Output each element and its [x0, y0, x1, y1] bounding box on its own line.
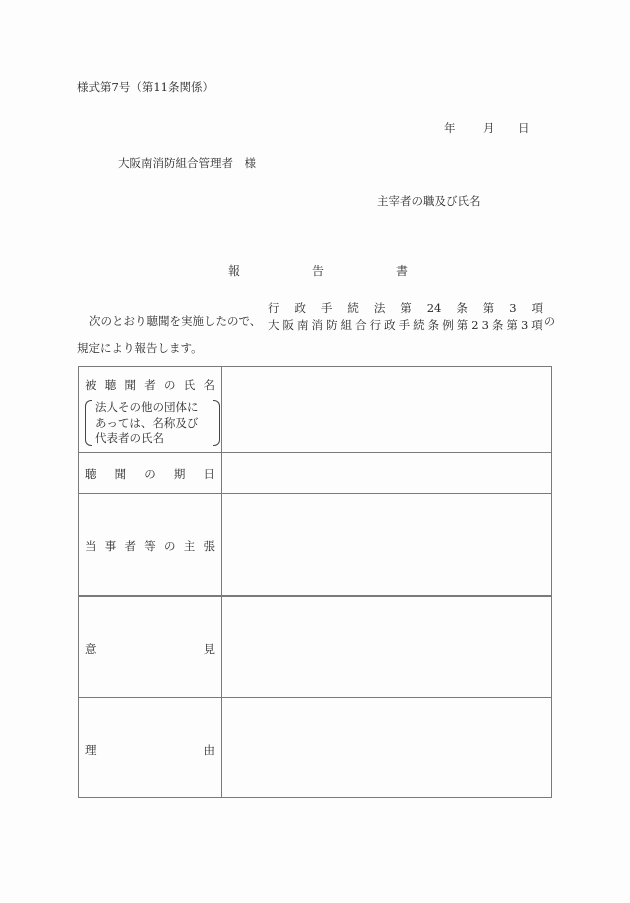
reference-char: 条 — [427, 318, 440, 332]
reference-char: 第 — [506, 318, 518, 332]
label-char: の — [164, 378, 176, 392]
date-year-field[interactable]: 年 — [444, 121, 456, 135]
legal-reference-block — [268, 300, 543, 334]
reference-char: 阪 — [282, 318, 295, 332]
reason-field[interactable] — [222, 698, 551, 797]
label-char: の — [144, 467, 156, 481]
opinion-field[interactable] — [222, 597, 551, 697]
reference-char: 続 — [347, 301, 359, 315]
reference-char: 行 — [268, 301, 280, 315]
reference-char: 3 — [481, 318, 489, 332]
party-claims-field[interactable] — [222, 494, 551, 595]
label-char: 事 — [104, 539, 117, 553]
label-cell — [79, 453, 222, 493]
table-row-respondent-name — [79, 367, 551, 453]
reference-char: 手 — [398, 318, 411, 332]
reference-char: 項 — [531, 318, 543, 332]
label-cell — [79, 698, 222, 797]
note-line: あっては、名称及び — [95, 415, 199, 430]
reference-char: 法 — [373, 301, 386, 315]
respondent-name-field[interactable] — [222, 367, 551, 452]
reference-char: 合 — [355, 318, 367, 332]
reporter-label: 主宰者の職及び氏名 — [377, 194, 481, 208]
title-char: 報 — [228, 264, 241, 278]
note-line: 法人その他の団体に — [95, 400, 199, 414]
reference-char: 3 — [520, 318, 529, 332]
reference-char: 第 — [456, 318, 469, 332]
reference-char: 消 — [311, 318, 324, 332]
reference-char: 2 — [471, 318, 479, 332]
label-cell — [79, 597, 222, 697]
label-cell — [79, 367, 222, 452]
reference-char: 防 — [326, 318, 338, 332]
label-char: 聴 — [85, 467, 97, 481]
body-text-prefix: 次のとおり聴聞を実施したので、 — [89, 314, 262, 328]
label-char: の — [164, 539, 176, 553]
table-row-reason — [79, 698, 551, 797]
table-row-party-claims — [79, 494, 551, 597]
reference-ordinance — [268, 317, 543, 334]
note-line: 代表者の氏名 — [95, 431, 164, 445]
label-char: 日 — [203, 467, 215, 481]
hearing-date-field[interactable] — [222, 453, 551, 493]
reference-char: 大 — [268, 318, 280, 332]
label-char: 者 — [124, 539, 136, 553]
report-table — [78, 366, 552, 798]
date-line — [444, 120, 530, 136]
reference-char: 第 — [400, 301, 412, 315]
label-char: 理 — [85, 743, 97, 757]
label-respondent-name — [85, 377, 215, 393]
label-char: 被 — [85, 378, 97, 392]
table-row-opinion — [79, 597, 551, 698]
label-char: 当 — [85, 539, 97, 553]
label-char: 聴 — [104, 378, 117, 392]
table-row-hearing-date — [79, 453, 551, 494]
date-month-field[interactable]: 月 — [483, 121, 495, 135]
form-number: 様式第7号（第11条関係） — [77, 80, 214, 94]
label-char: 意 — [85, 642, 97, 656]
label-char: 張 — [203, 539, 215, 553]
label-char: 由 — [203, 743, 215, 757]
title-char: 書 — [395, 264, 408, 278]
date-day-field[interactable]: 日 — [518, 121, 530, 135]
label-party-claims — [85, 538, 215, 554]
reference-char: 条 — [456, 301, 468, 315]
reference-char: 政 — [384, 318, 396, 332]
reference-char: 24 — [426, 301, 442, 315]
reference-char: 3 — [509, 301, 517, 315]
document-title — [228, 262, 408, 279]
label-char: 主 — [183, 539, 196, 553]
title-char: 告 — [311, 264, 324, 278]
label-opinion — [85, 641, 215, 657]
label-char: 見 — [203, 642, 215, 656]
reference-char: 項 — [531, 301, 543, 315]
respondent-note — [85, 400, 220, 446]
addressee: 大阪南消防組合管理者 様 — [118, 156, 256, 170]
label-char: 聞 — [124, 378, 136, 392]
reference-char: 条 — [491, 318, 504, 332]
reference-char: 政 — [294, 301, 306, 315]
label-char: 聞 — [114, 467, 127, 481]
reference-char: 行 — [369, 318, 382, 332]
reference-char: 例 — [442, 318, 454, 332]
label-char: 者 — [144, 378, 156, 392]
reference-char: 組 — [340, 318, 353, 332]
reference-act — [268, 300, 543, 317]
reference-char: 第 — [482, 301, 495, 315]
label-char: 期 — [173, 467, 186, 481]
reference-char: 南 — [297, 318, 309, 332]
body-text-suffix: の — [544, 315, 555, 328]
label-char: 等 — [144, 539, 156, 553]
label-char: 名 — [203, 378, 215, 392]
reference-char: 手 — [320, 301, 333, 315]
body-text-line2: 規定により報告します。 — [77, 341, 203, 355]
label-reason — [85, 742, 215, 758]
label-hearing-date — [85, 466, 215, 482]
reference-char: 続 — [413, 318, 425, 332]
label-cell — [79, 494, 222, 595]
label-char: 氏 — [183, 378, 196, 392]
